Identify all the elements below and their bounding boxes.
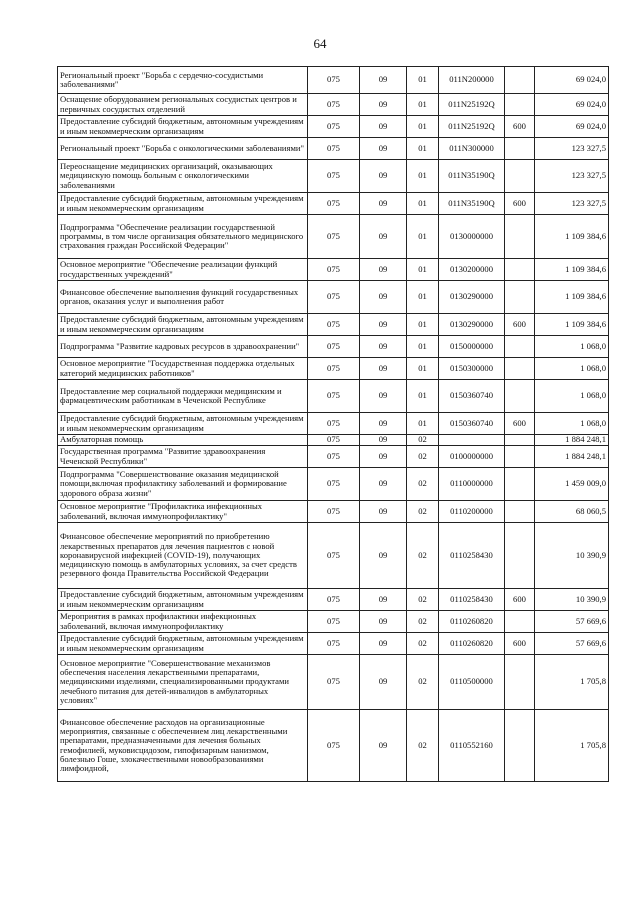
row-subsection-code: 02	[407, 611, 439, 633]
table-row	[58, 116, 609, 138]
table-row	[58, 655, 609, 710]
row-ministry-code: 075	[308, 589, 360, 611]
row-expense-type	[505, 67, 535, 94]
row-sum: 10 390,9	[535, 589, 609, 611]
row-name: Предоставление субсидий бюджетным, автономным учреждениям и иным некоммерческим организациям	[58, 116, 308, 138]
row-expense-type	[505, 358, 535, 380]
row-subsection-code: 01	[407, 94, 439, 116]
table-row	[58, 413, 609, 435]
table-row	[58, 633, 609, 655]
row-sum: 123 327,5	[535, 193, 609, 215]
row-subsection-code: 02	[407, 446, 439, 468]
row-name: Финансовое обеспечение мероприятий по приобретению лекарственных препаратов для лечения пациентов с новой коронавирусной инфекцией (COVID-19), получающих медицинскую помощь в амбулаторных условиях, за счет средств резервного фонда Правительства Российской Федерации	[58, 523, 308, 589]
row-name: Основное мероприятие "Обеспечение реализации функций государственных учреждений"	[58, 259, 308, 281]
row-sum: 1 109 384,6	[535, 215, 609, 259]
row-subsection-code: 02	[407, 655, 439, 710]
row-expense-type: 600	[505, 633, 535, 655]
row-section-code: 09	[360, 655, 407, 710]
row-section-code: 09	[360, 138, 407, 160]
row-name: Предоставление мер социальной поддержки медицинским и фармацевтическим работникам в Чеченской Республике	[58, 380, 308, 413]
page-number: 64	[313, 36, 327, 51]
row-name: Мероприятия в рамках профилактики инфекционных заболеваний, включая иммунопрофилактику	[58, 611, 308, 633]
row-ministry-code: 075	[308, 193, 360, 215]
row-section-code: 09	[360, 468, 407, 501]
row-target-article: 011N25192Q	[439, 94, 505, 116]
row-name: Предоставление субсидий бюджетным, автономным учреждениям и иным некоммерческим организациям	[58, 314, 308, 336]
row-ministry-code: 075	[308, 281, 360, 314]
row-ministry-code: 075	[308, 611, 360, 633]
row-ministry-code: 075	[308, 94, 360, 116]
row-name: Подпрограмма "Обеспечение реализации государственной программы, в том числе организация обязательного медицинского страхования граждан Российской Федерации"	[58, 215, 308, 259]
row-ministry-code: 075	[308, 160, 360, 193]
row-subsection-code: 01	[407, 281, 439, 314]
row-name: Подпрограмма "Совершенствование оказания медицинской помощи,включая профилактику заболеваний и формирование здорового образа жизни"	[58, 468, 308, 501]
row-ministry-code: 075	[308, 523, 360, 589]
row-sum: 69 024,0	[535, 116, 609, 138]
row-target-article: 0110260820	[439, 633, 505, 655]
row-ministry-code: 075	[308, 314, 360, 336]
table-row	[58, 259, 609, 281]
table-row	[58, 138, 609, 160]
row-subsection-code: 01	[407, 67, 439, 94]
row-target-article: 0150360740	[439, 413, 505, 435]
row-section-code: 09	[360, 314, 407, 336]
row-ministry-code: 075	[308, 336, 360, 358]
row-expense-type	[505, 501, 535, 523]
row-sum: 1 068,0	[535, 380, 609, 413]
row-name: Основное мероприятие "Профилактика инфекционных заболеваний, включая иммунопрофилактику"	[58, 501, 308, 523]
row-expense-type	[505, 380, 535, 413]
row-sum: 1 884 248,1	[535, 435, 609, 446]
table-row	[58, 94, 609, 116]
row-section-code: 09	[360, 193, 407, 215]
row-sum: 1 109 384,6	[535, 281, 609, 314]
row-sum: 123 327,5	[535, 160, 609, 193]
row-name: Региональный проект "Борьба с онкологическими заболеваниями"	[58, 138, 308, 160]
row-section-code: 09	[360, 160, 407, 193]
row-sum: 123 327,5	[535, 138, 609, 160]
row-ministry-code: 075	[308, 446, 360, 468]
row-section-code: 09	[360, 501, 407, 523]
row-sum: 57 669,6	[535, 611, 609, 633]
row-name: Государственная программа "Развитие здравоохранения Чеченской Республики"	[58, 446, 308, 468]
row-sum: 1 459 009,0	[535, 468, 609, 501]
row-target-article: 0130290000	[439, 314, 505, 336]
row-sum: 68 060,5	[535, 501, 609, 523]
table-row	[58, 468, 609, 501]
row-subsection-code: 02	[407, 633, 439, 655]
row-expense-type	[505, 138, 535, 160]
row-section-code: 09	[360, 116, 407, 138]
row-subsection-code: 01	[407, 358, 439, 380]
row-target-article: 0130000000	[439, 215, 505, 259]
row-target-article: 011N25192Q	[439, 116, 505, 138]
table-row	[58, 501, 609, 523]
row-expense-type	[505, 259, 535, 281]
row-ministry-code: 075	[308, 633, 360, 655]
row-target-article: 011N35190Q	[439, 193, 505, 215]
row-ministry-code: 075	[308, 710, 360, 782]
row-expense-type	[505, 435, 535, 446]
budget-table	[57, 66, 609, 782]
row-ministry-code: 075	[308, 67, 360, 94]
row-target-article: 011N300000	[439, 138, 505, 160]
row-name: Основное мероприятие "Государственная поддержка отдельных категорий медицинских работников"	[58, 358, 308, 380]
row-subsection-code: 01	[407, 138, 439, 160]
row-name: Финансовое обеспечение расходов на организационные мероприятия, связанные с обеспечением лиц лекарственными препаратами, предназначенными для лечения больных гемофилией, муковисцидозом, гипофизарным нанизмом, болезнью Гоше, злокачественными новообразованиями лимфоидной,	[58, 710, 308, 782]
row-target-article: 011N200000	[439, 67, 505, 94]
row-target-article: 0150000000	[439, 336, 505, 358]
row-name: Финансовое обеспечение выполнения функций государственных органов, оказания услуг и выполнения работ	[58, 281, 308, 314]
row-expense-type	[505, 523, 535, 589]
row-section-code: 09	[360, 523, 407, 589]
row-target-article: 0150360740	[439, 380, 505, 413]
row-target-article: 0150300000	[439, 358, 505, 380]
row-expense-type	[505, 94, 535, 116]
row-section-code: 09	[360, 380, 407, 413]
table-row	[58, 281, 609, 314]
row-target-article: 011N35190Q	[439, 160, 505, 193]
row-target-article: 0110500000	[439, 655, 505, 710]
table-row	[58, 336, 609, 358]
row-section-code: 09	[360, 358, 407, 380]
row-subsection-code: 01	[407, 413, 439, 435]
row-target-article: 0130200000	[439, 259, 505, 281]
row-name: Переоснащение медицинских организаций, оказывающих медицинскую помощь больным с онкологическими заболеваниями	[58, 160, 308, 193]
row-expense-type: 600	[505, 314, 535, 336]
row-sum: 1 705,8	[535, 710, 609, 782]
row-sum: 1 068,0	[535, 336, 609, 358]
row-subsection-code: 02	[407, 501, 439, 523]
row-section-code: 09	[360, 413, 407, 435]
row-name: Предоставление субсидий бюджетным, автономным учреждениям и иным некоммерческим организациям	[58, 193, 308, 215]
row-target-article: 0110260820	[439, 611, 505, 633]
row-expense-type: 600	[505, 193, 535, 215]
row-subsection-code: 01	[407, 336, 439, 358]
row-subsection-code: 01	[407, 259, 439, 281]
table-row	[58, 215, 609, 259]
row-expense-type	[505, 655, 535, 710]
row-section-code: 09	[360, 94, 407, 116]
row-subsection-code: 01	[407, 116, 439, 138]
row-section-code: 09	[360, 259, 407, 281]
row-name: Оснащение оборудованием региональных сосудистых центров и первичных сосудистых отделений	[58, 94, 308, 116]
row-subsection-code: 02	[407, 710, 439, 782]
row-section-code: 09	[360, 435, 407, 446]
row-name: Предоставление субсидий бюджетным, автономным учреждениям и иным некоммерческим организациям	[58, 633, 308, 655]
row-expense-type: 600	[505, 589, 535, 611]
table-row	[58, 523, 609, 589]
row-expense-type	[505, 215, 535, 259]
row-sum: 57 669,6	[535, 633, 609, 655]
row-section-code: 09	[360, 446, 407, 468]
row-target-article: 0110258430	[439, 523, 505, 589]
table-row	[58, 193, 609, 215]
row-subsection-code: 02	[407, 468, 439, 501]
row-target-article: 0110200000	[439, 501, 505, 523]
row-expense-type	[505, 160, 535, 193]
row-sum: 69 024,0	[535, 94, 609, 116]
row-name: Региональный проект "Борьба с сердечно-сосудистыми заболеваниями"	[58, 67, 308, 94]
row-section-code: 09	[360, 67, 407, 94]
budget-table-body	[58, 67, 609, 782]
table-row	[58, 358, 609, 380]
row-expense-type	[505, 281, 535, 314]
row-ministry-code: 075	[308, 215, 360, 259]
row-name: Предоставление субсидий бюджетным, автономным учреждениям и иным некоммерческим организациям	[58, 413, 308, 435]
row-subsection-code: 01	[407, 193, 439, 215]
row-sum: 1 068,0	[535, 413, 609, 435]
row-sum: 1 705,8	[535, 655, 609, 710]
row-subsection-code: 02	[407, 523, 439, 589]
row-target-article: 0110000000	[439, 468, 505, 501]
row-subsection-code: 02	[407, 589, 439, 611]
row-expense-type	[505, 710, 535, 782]
row-section-code: 09	[360, 589, 407, 611]
table-row	[58, 710, 609, 782]
row-expense-type	[505, 611, 535, 633]
row-ministry-code: 075	[308, 138, 360, 160]
row-target-article	[439, 435, 505, 446]
table-row	[58, 611, 609, 633]
row-ministry-code: 075	[308, 435, 360, 446]
row-section-code: 09	[360, 336, 407, 358]
row-ministry-code: 075	[308, 358, 360, 380]
table-row	[58, 314, 609, 336]
row-subsection-code: 01	[407, 160, 439, 193]
row-subsection-code: 02	[407, 435, 439, 446]
row-sum: 69 024,0	[535, 67, 609, 94]
row-section-code: 09	[360, 281, 407, 314]
row-section-code: 09	[360, 633, 407, 655]
row-expense-type	[505, 446, 535, 468]
row-target-article: 0110258430	[439, 589, 505, 611]
row-sum: 1 109 384,6	[535, 314, 609, 336]
row-sum: 1 068,0	[535, 358, 609, 380]
table-row	[58, 446, 609, 468]
row-subsection-code: 01	[407, 215, 439, 259]
row-expense-type	[505, 336, 535, 358]
row-sum: 10 390,9	[535, 523, 609, 589]
row-section-code: 09	[360, 215, 407, 259]
table-row	[58, 589, 609, 611]
row-expense-type: 600	[505, 413, 535, 435]
row-section-code: 09	[360, 611, 407, 633]
row-subsection-code: 01	[407, 380, 439, 413]
row-expense-type	[505, 468, 535, 501]
table-row	[58, 435, 609, 446]
table-row	[58, 67, 609, 94]
row-ministry-code: 075	[308, 501, 360, 523]
row-target-article: 0110552160	[439, 710, 505, 782]
row-ministry-code: 075	[308, 468, 360, 501]
row-ministry-code: 075	[308, 116, 360, 138]
row-expense-type: 600	[505, 116, 535, 138]
row-ministry-code: 075	[308, 655, 360, 710]
row-ministry-code: 075	[308, 413, 360, 435]
row-target-article: 0130290000	[439, 281, 505, 314]
row-section-code: 09	[360, 710, 407, 782]
row-ministry-code: 075	[308, 380, 360, 413]
row-name: Предоставление субсидий бюджетным, автономным учреждениям и иным некоммерческим организациям	[58, 589, 308, 611]
row-ministry-code: 075	[308, 259, 360, 281]
row-name: Подпрограмма "Развитие кадровых ресурсов в здравоохранении"	[58, 336, 308, 358]
row-target-article: 0100000000	[439, 446, 505, 468]
row-sum: 1 109 384,6	[535, 259, 609, 281]
table-row	[58, 380, 609, 413]
row-subsection-code: 01	[407, 314, 439, 336]
row-name: Амбулаторная помощь	[58, 435, 308, 446]
table-row	[58, 160, 609, 193]
row-name: Основное мероприятие "Совершенствование механизмов обеспечения населения лекарственными препаратами, медицинскими изделиями, специализированными продуктами лечебного питания для детей-инвалидов в амбулаторных условиях"	[58, 655, 308, 710]
row-sum: 1 884 248,1	[535, 446, 609, 468]
